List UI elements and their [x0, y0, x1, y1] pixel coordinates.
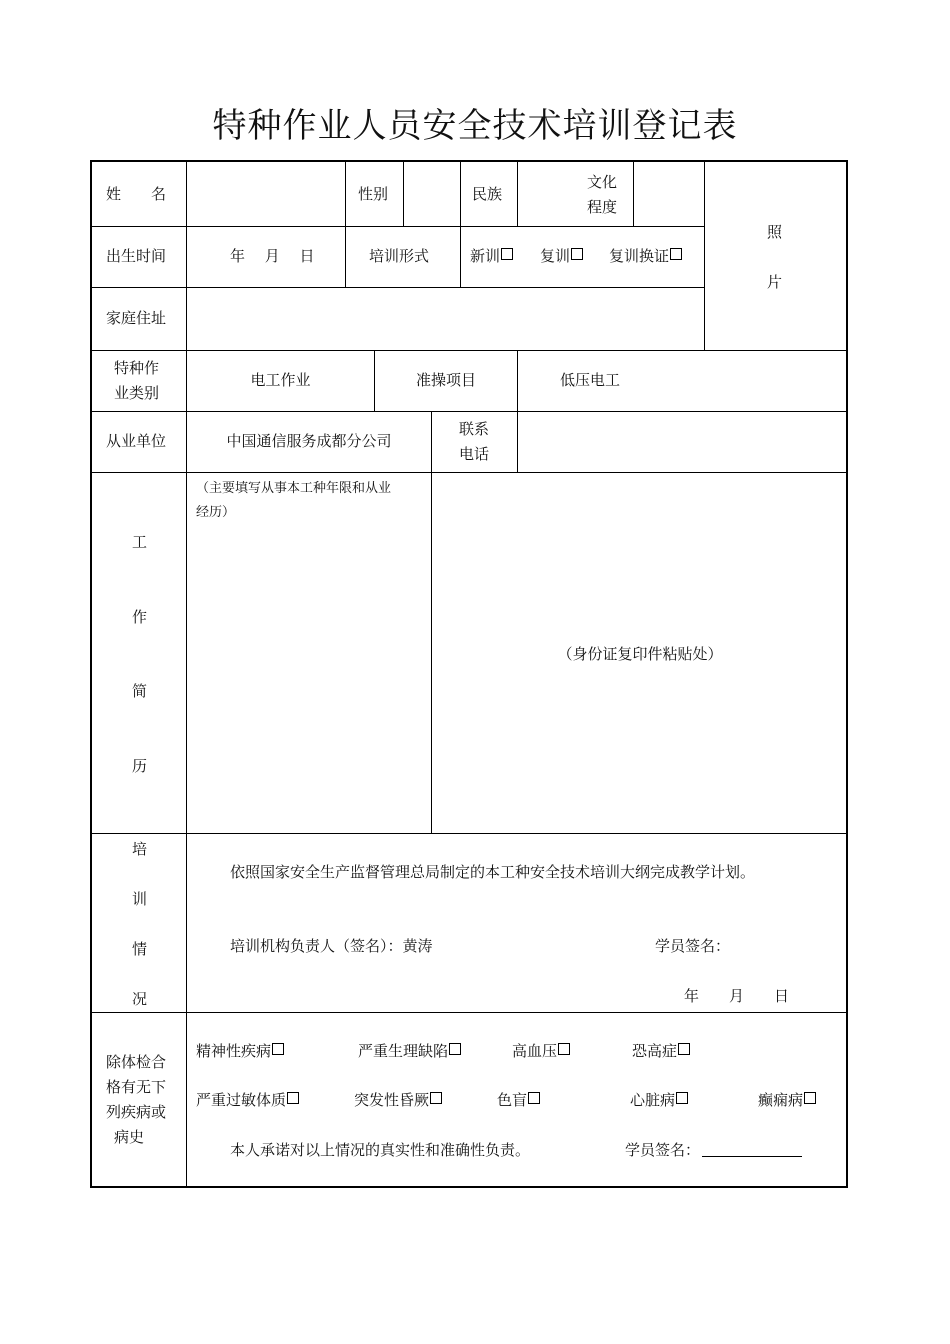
category-label-line2: 业类别 [114, 384, 160, 402]
checkbox[interactable] [558, 1043, 570, 1055]
checkbox[interactable] [272, 1043, 284, 1055]
training-label-char1: 培 [132, 840, 148, 858]
training-label-char4: 况 [132, 990, 148, 1008]
col-divider [517, 162, 518, 226]
resume-label-char3: 简 [132, 682, 148, 700]
phone-label-line1: 联系 [459, 420, 490, 438]
training-date: 年 月 日 [684, 987, 790, 1005]
disease-option[interactable] [497, 1088, 540, 1113]
health-label-line4: 病史 [114, 1128, 145, 1146]
name-label: 姓 名 [106, 185, 167, 203]
training-label-char2: 训 [132, 890, 148, 908]
resume-hint-line2: 经历） [196, 505, 236, 520]
operation-item-value: 低压电工 [560, 371, 621, 389]
disease-label: 严重生理缺陷 [358, 1042, 449, 1060]
option-label: 复训 [540, 247, 571, 265]
employer-value: 中国通信服务成都分公司 [226, 432, 392, 450]
col-divider [186, 162, 187, 1188]
col-divider [431, 411, 432, 833]
photo-label-line2: 片 [767, 273, 783, 291]
disease-option[interactable] [512, 1039, 570, 1064]
birth-label: 出生时间 [106, 247, 167, 265]
employer-label: 从业单位 [106, 432, 167, 450]
form-title: 特种作业人员安全技术培训登记表 [212, 106, 738, 146]
education-label-line1: 文化 [587, 173, 618, 191]
photo-label-line1: 照 [767, 223, 783, 241]
disease-option[interactable] [358, 1039, 461, 1064]
training-form-label: 培训形式 [369, 247, 430, 265]
student-signature[interactable] [625, 1138, 802, 1163]
option-label: 新训 [470, 247, 501, 265]
row-divider [92, 226, 704, 227]
signature-line[interactable] [702, 1142, 802, 1157]
col-divider [517, 350, 518, 411]
row-divider [92, 411, 848, 412]
checkbox[interactable] [678, 1043, 690, 1055]
declaration-text: 本人承诺对以上情况的真实性和准确性负责。 [230, 1141, 531, 1159]
disease-option[interactable] [196, 1088, 299, 1113]
checkbox[interactable] [676, 1092, 688, 1104]
disease-label: 精神性疾病 [196, 1042, 272, 1060]
training-statement: 依照国家安全生产监督管理总局制定的本工种安全技术培训大纲完成教学计划。 [230, 863, 756, 881]
registration-form-table [90, 160, 848, 1188]
checkbox[interactable] [430, 1092, 442, 1104]
option-renewal[interactable] [609, 244, 682, 269]
disease-option[interactable] [632, 1039, 690, 1064]
option-label: 复训换证 [609, 247, 670, 265]
training-label-char3: 情 [132, 940, 148, 958]
resume-label-char4: 历 [132, 757, 148, 775]
row-divider [92, 350, 848, 351]
checkbox[interactable] [670, 248, 682, 260]
disease-option[interactable] [354, 1088, 442, 1113]
disease-label: 严重过敏体质 [196, 1091, 287, 1109]
category-value: 电工作业 [250, 371, 311, 389]
disease-option[interactable] [196, 1039, 284, 1064]
col-divider [403, 162, 404, 226]
disease-option[interactable] [758, 1088, 816, 1113]
health-label-line1: 除体检合 [106, 1053, 167, 1071]
birth-date-placeholder: 年 月 日 [230, 247, 315, 265]
education-label-line2: 程度 [587, 198, 618, 216]
id-copy-placeholder: （身份证复印件粘贴处） [557, 645, 723, 663]
col-divider [345, 162, 346, 287]
checkbox[interactable] [449, 1043, 461, 1055]
option-new-training[interactable] [470, 244, 513, 269]
checkbox[interactable] [287, 1092, 299, 1104]
col-divider [517, 411, 518, 472]
checkbox[interactable] [804, 1092, 816, 1104]
row-divider [92, 833, 848, 834]
resume-label-char1: 工 [132, 533, 148, 551]
row-divider [92, 287, 704, 288]
option-retraining[interactable] [540, 244, 583, 269]
resume-hint-line1: （主要填写从事本工种年限和从业 [196, 481, 392, 496]
disease-label: 色盲 [497, 1091, 528, 1109]
disease-option[interactable] [630, 1088, 688, 1113]
health-label-line3: 列疾病或 [106, 1103, 167, 1121]
signature-label: 学员签名： [625, 1141, 701, 1159]
gender-label: 性别 [358, 185, 389, 203]
disease-label: 高血压 [512, 1042, 558, 1060]
disease-label: 心脏病 [630, 1091, 676, 1109]
address-label: 家庭住址 [106, 309, 167, 327]
training-supervisor: 培训机构负责人（签名）：黄涛 [230, 937, 433, 955]
col-divider [704, 162, 705, 350]
resume-label-char2: 作 [132, 608, 148, 626]
checkbox[interactable] [571, 248, 583, 260]
checkbox[interactable] [528, 1092, 540, 1104]
category-label-line1: 特种作 [114, 359, 160, 377]
row-divider [92, 472, 848, 473]
col-divider [633, 162, 634, 226]
training-student-sign: 学员签名： [655, 937, 731, 955]
col-divider [460, 162, 461, 287]
row-divider [92, 1012, 848, 1013]
checkbox[interactable] [501, 248, 513, 260]
disease-label: 癫痫病 [758, 1091, 804, 1109]
operation-item-label: 准操项目 [415, 371, 476, 389]
disease-label: 恐高症 [632, 1042, 678, 1060]
disease-label: 突发性昏厥 [354, 1091, 430, 1109]
health-label-line2: 格有无下 [106, 1078, 167, 1096]
phone-label-line2: 电话 [459, 445, 490, 463]
ethnicity-label: 民族 [472, 185, 503, 203]
